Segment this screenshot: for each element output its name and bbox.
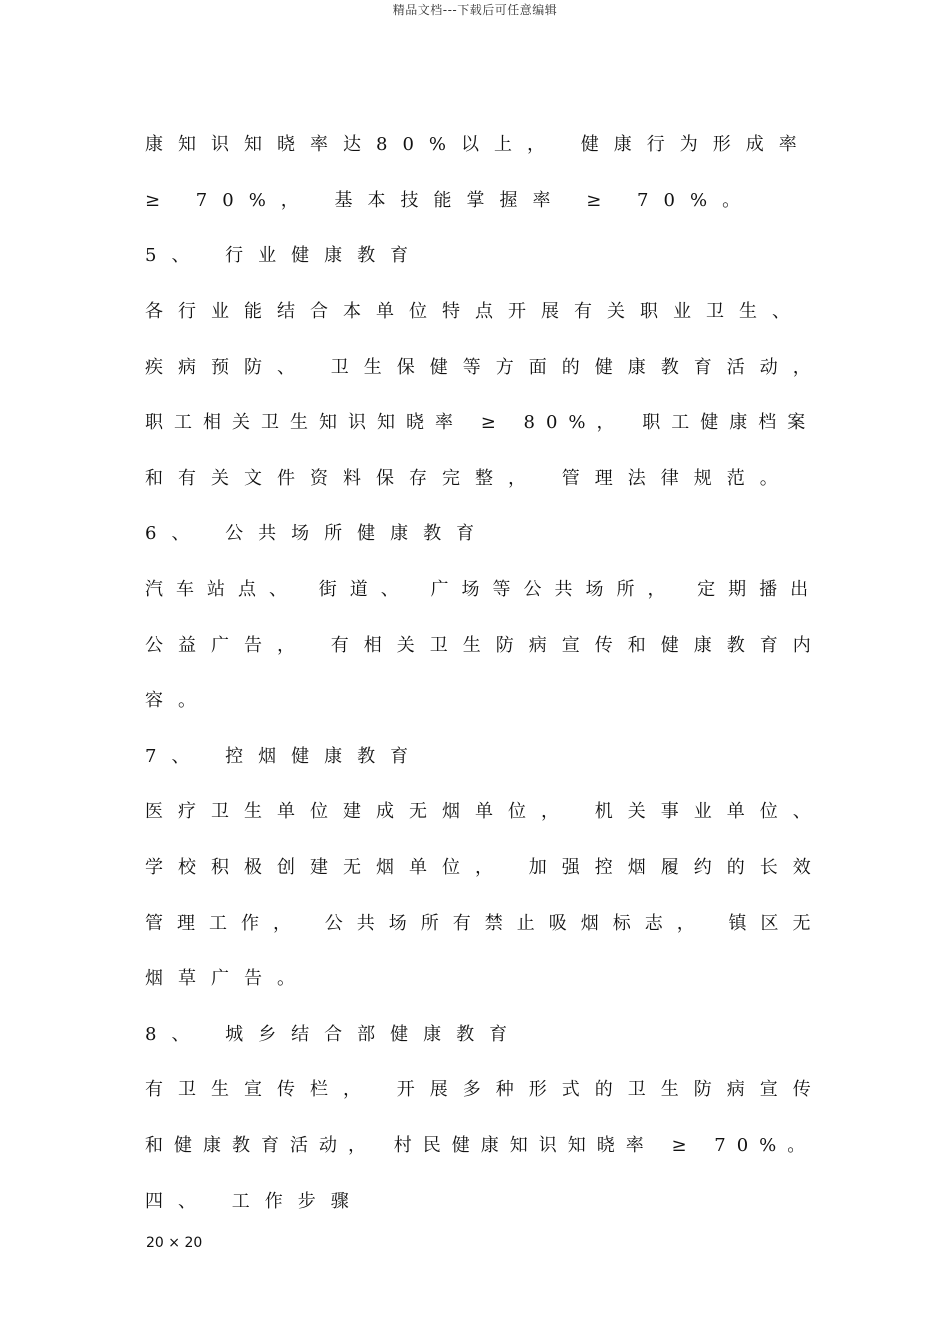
body-line-11: 容。 xyxy=(145,690,211,711)
body-line-19: 和健康教育活动， 村民健康知识知晓率 ≥ 70%。 xyxy=(145,1135,817,1156)
body-line-14: 学校积极创建无烟单位， 加强控烟履约的长效 xyxy=(145,857,826,878)
body-line-7: 和有关文件资料保存完整， 管理法律规范。 xyxy=(145,468,793,489)
body-line-10: 公益广告， 有相关卫生防病宣传和健康教育内 xyxy=(145,635,826,656)
body-line-15: 管理工作， 公共场所有禁止吸烟标志， 镇区无 xyxy=(145,913,825,934)
body-line-4: 各行业能结合本单位特点开展有关职业卫生、 xyxy=(145,301,805,322)
body-line-6: 职工相关卫生知识知晓率 ≥ 80%， 职工健康档案 xyxy=(145,412,817,433)
body-line-13: 医疗卫生单位建成无烟单位， 机关事业单位、 xyxy=(145,801,826,822)
body-line-2: ≥ 70%， 基本技能掌握率 ≥ 70%。 xyxy=(145,190,756,211)
body-line-1: 康知识知晓率达80%以上， 健康行为形成率 xyxy=(145,134,812,155)
body-line-18: 有卫生宣传栏， 开展多种形式的卫生防病宣传 xyxy=(145,1079,826,1100)
page-header: 精品文档---下载后可任意编辑 xyxy=(392,3,558,17)
page-footer: 20 × 20 xyxy=(146,1235,203,1251)
body-line-5: 疾病预防、 卫生保健等方面的健康教育活动， xyxy=(145,357,826,378)
section-heading-5: 5、 行业健康教育 xyxy=(145,245,424,266)
body-line-9: 汽车站点、 街道、 广场等公共场所， 定期播出 xyxy=(145,579,822,600)
body-line-16: 烟草广告。 xyxy=(145,968,310,989)
section-heading-8: 8、 城乡结合部健康教育 xyxy=(145,1024,523,1045)
section-heading-7: 7、 控烟健康教育 xyxy=(145,746,424,767)
section-heading-6: 6、 公共场所健康教育 xyxy=(145,523,490,544)
section-heading-4: 四、 工作步骤 xyxy=(145,1191,364,1212)
